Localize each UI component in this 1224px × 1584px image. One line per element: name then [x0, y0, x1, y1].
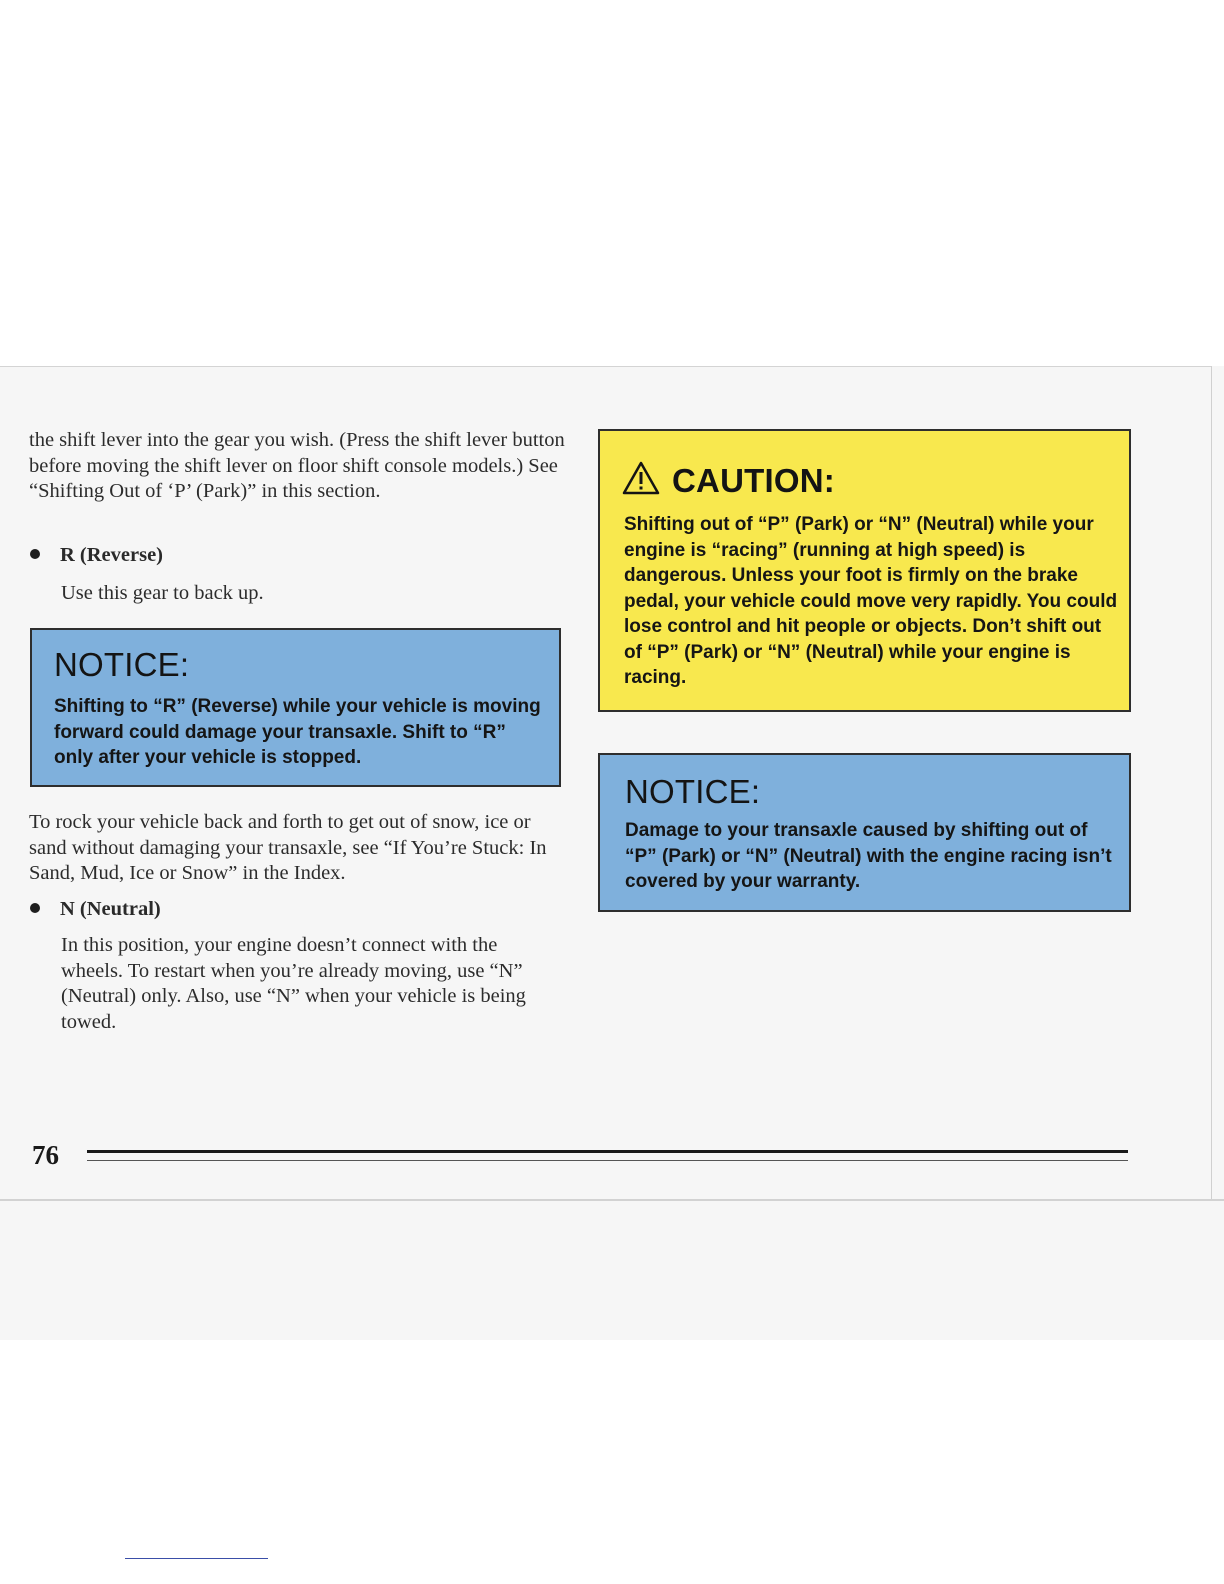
notice-heading: NOTICE: [54, 646, 190, 683]
page-top-edge [0, 366, 1212, 367]
page-number: 76 [32, 1140, 59, 1170]
notice-heading: NOTICE: [625, 773, 761, 810]
caution-box [598, 429, 1131, 712]
notice-text: Shifting to “R” (Reverse) while your vehicle is moving forward could damage your transaxle. Shift to “R” only after your vehicle is stopped. [54, 696, 541, 768]
notice-box-warranty [598, 753, 1131, 912]
intro-paragraph: the shift lever into the gear you wish. (Press the shift lever button before moving the shift lever on floor shift console models.) See “Shifting Out of ‘P’ (Park)” in this section. [29, 429, 565, 502]
bottom-underline [125, 1558, 268, 1559]
bullet-icon [30, 903, 40, 913]
notice-box-reverse [30, 628, 561, 787]
reverse-description: Use this gear to back up. [61, 582, 264, 604]
neutral-description: In this position, your engine doesn’t connect with the wheels. To restart when you’re already moving, use “N” (Neutral) only. Also, use “N” when your vehicle is being towed. [61, 934, 526, 1033]
rock-paragraph: To rock your vehicle back and forth to get out of snow, ice or sand without damaging your transaxle, see “If You’re Stuck: In Sand, Mud, Ice or Snow” in the Index. [29, 811, 547, 884]
bullet-icon [30, 549, 40, 559]
neutral-label: N (Neutral) [60, 898, 161, 920]
page-right-edge [1211, 366, 1212, 1200]
footer-rule-thin [87, 1160, 1128, 1161]
list-item-neutral [30, 897, 570, 922]
list-item-reverse [30, 543, 570, 568]
caution-text: Shifting out of “P” (Park) or “N” (Neutral) while your engine is “racing” (running at high speed) is dangerous. Unless your foot is firmly on the brake pedal, your vehicle could move very rapidly. You could lose control and hit people or objects. Don’t shift out of “P” (Park) or “N” (Neutral) while your engine is racing. [624, 514, 1118, 688]
caution-heading-row [622, 461, 835, 499]
reverse-label: R (Reverse) [60, 544, 164, 566]
footer-rule [87, 1150, 1128, 1153]
notice-text: Damage to your transaxle caused by shifting out of “P” (Park) or “N” (Neutral) with the engine racing isn’t covered by your warranty. [625, 820, 1112, 892]
warning-triangle-icon [622, 461, 660, 495]
caution-heading: CAUTION: [672, 462, 835, 499]
page-bottom-edge [0, 1199, 1224, 1201]
